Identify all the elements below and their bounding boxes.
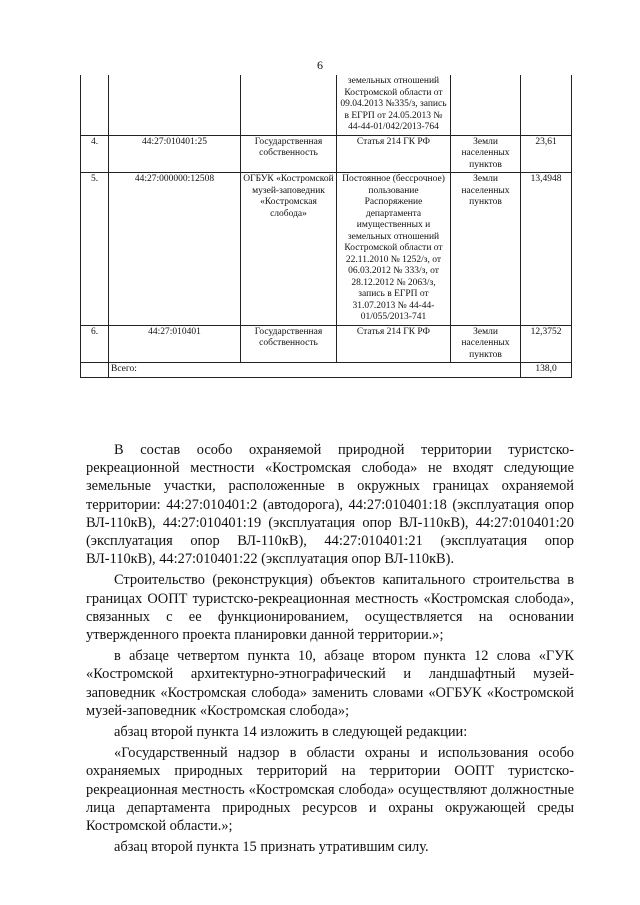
paragraph: «Государственный надзор в области охраны и использования особо охраняемых природных территорий на территории ООПТ туристско-рекреационная местность «Костромская слобода» осуществляют должностные лица департамента природных ресурсов и охраны окружающей среды Костромской области.»; bbox=[86, 745, 574, 835]
owner-cell: Государственная собственность bbox=[241, 135, 337, 173]
basis-cell: земельных отношений Костромской области от 09.04.2013 №335/з, запись в ЕГРП от 24.05.2013 № 44-44-01/042/2013-764 bbox=[337, 75, 451, 135]
category-cell: Земли населенных пунктов bbox=[451, 173, 521, 326]
basis-cell: Статья 214 ГК РФ bbox=[337, 135, 451, 173]
paragraph: Строительство (реконструкция) объектов капитального строительства в границах ООПТ туристско-рекреационная местность «Костромская слобода», связанных с ее функционированием, осуществляется на основании утвержденного проекта планировки данной территории.»; bbox=[86, 572, 574, 644]
category-cell: Земли населенных пунктов bbox=[451, 135, 521, 173]
table-row-continuation bbox=[81, 75, 572, 135]
category-cell: Земли населенных пунктов bbox=[451, 325, 521, 363]
area-cell: 23,61 bbox=[521, 135, 572, 173]
basis-cell: Постоянное (бессрочное) пользование Распоряжение департамента имущественных и земельных отношений Костромской области от 22.11.2010 № 1252/з, от 06.03.2012 № 333/з, от 28.12.2012 № 2063/з, запись в ЕГРП от 31.07.2013 № 44-44-01/055/2013-741 bbox=[337, 173, 451, 326]
table-row bbox=[81, 325, 572, 363]
row-number: 4. bbox=[81, 135, 109, 173]
owner-cell: Государственная собственность bbox=[241, 325, 337, 363]
total-value: 138,0 bbox=[521, 363, 572, 378]
paragraph: в абзаце четвертом пункта 10, абзаце втором пункта 12 слова «ГУК «Костромской архитектурно-этнографический и ландшафтный музей-заповедник «Костромская слобода» заменить словами «ОГБУК «Костромской музей-заповедник «Костромская слобода»; bbox=[86, 648, 574, 719]
cadastral-number: 44:27:010401 bbox=[109, 325, 241, 363]
area-cell: 12,3752 bbox=[521, 325, 572, 363]
paragraph: В состав особо охраняемой природной территории туристско-рекреационной местности «Костромская слобода» не входят следующие земельные участки, расположенные в окружных границах охраняемой территории: 44:27:010401:2 (автодорога), 44:27:010401:18 (эксплуатация опор ВЛ-110кВ), 44:27:010401:19 (эксплуатация опор ВЛ-110кВ), 44:27:010401:20 (эксплуатация опор ВЛ-110кВ), 44:27:010401:21 (эксплуатация опор ВЛ-110кВ), 44:27:010401:22 (эксплуатация опор ВЛ-110кВ). bbox=[86, 442, 574, 568]
owner-cell: ОГБУК «Костромской музей-заповедник «Костромская слобода» bbox=[241, 173, 337, 326]
page-number: 6 bbox=[317, 58, 323, 72]
table-row bbox=[81, 173, 572, 326]
cadastral-number: 44:27:010401:25 bbox=[109, 135, 241, 173]
table-row-total bbox=[81, 363, 572, 378]
table-row bbox=[81, 135, 572, 173]
row-number: 5. bbox=[81, 173, 109, 326]
area-cell: 13,4948 bbox=[521, 173, 572, 326]
paragraph: абзац второй пункта 14 изложить в следующей редакции: bbox=[114, 724, 468, 741]
paragraph: абзац второй пункта 15 признать утратившим силу. bbox=[114, 839, 429, 856]
basis-cell: Статья 214 ГК РФ bbox=[337, 325, 451, 363]
cadastral-number: 44:27:000000:12508 bbox=[109, 173, 241, 326]
land-plots-table bbox=[80, 75, 572, 378]
row-number: 6. bbox=[81, 325, 109, 363]
body-text bbox=[86, 441, 574, 859]
total-label: Всего: bbox=[109, 363, 521, 378]
